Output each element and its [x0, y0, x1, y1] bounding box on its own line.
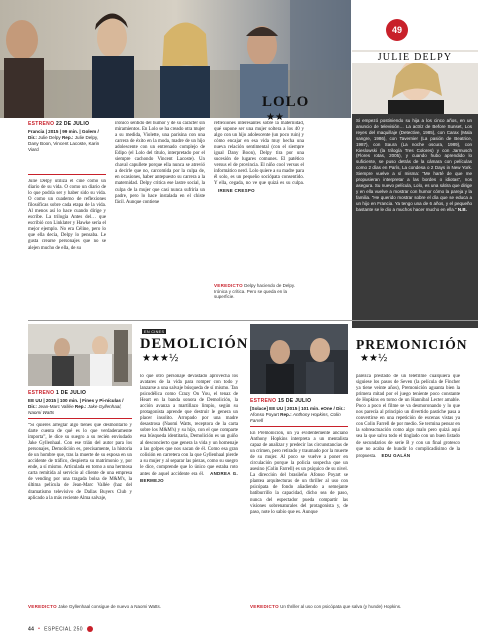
magazine-logo-icon — [87, 626, 93, 632]
badge-number: 49 — [391, 25, 402, 35]
demolicion-verdict: VEREDICTO Jake Gyllenhaal consigue de nuevo a Naomi Watts. — [28, 604, 162, 609]
meta-divider — [28, 418, 132, 419]
premiere-line: ESTRENO 1 DE JULIO — [28, 390, 87, 396]
lolo-verdict: VEREDICTO Delpy haciendo de Delpy. Irónica y crítica. Pero se queda en la superficie. — [214, 283, 296, 300]
premonicion-column-2: parezca prestado de un telefilme cualquiera que siguiese los pasos de Seven (la película de Fincher ya tiene veinte años), Premonición aguanta bien la primera mitad por el juego teniente poco constante de Hopkins en torno de un Hannibal Lecter amable. Poco a poco el filme se va desmoronando y lo que nos parecía al principio un divertido pastiche pasa a convertirse en una repetición de escenas vistas ya con Colin Farrell de por medio. Se termina pensar en la sobreactuación como algo malo pero quizá aquí sea la que salva todo el tinglado con un buen listado de secundarios de serie B y con un final grotesco que no acaba de hundir lo complicadísimo de la propuesta. EDU GALÁN — [356, 374, 460, 459]
premiere-line: ESTRENO 22 DE JULIO — [28, 121, 90, 127]
sidebar-name-label: JULIE DELPY — [352, 52, 478, 66]
premonicion-scene-illustration — [250, 324, 348, 394]
premonicion-signature: EDU GALÁN — [381, 452, 411, 458]
rating-stars-premonicion: ★★½ — [360, 353, 388, 364]
sidebar-signature: N.B. — [457, 206, 467, 212]
film-credits: [Solace] EE UU | 2015 | 101 min. eOne / Dir.: Afonso Poyart Rep.: Anthony Hopkins, Colin Farrell — [250, 406, 346, 423]
lolo-column-2: irónico sentido del humor y de su carácter sin miramientos. En Lolo se ha creado otra mujer a su medida, Violette, una parisina con una carrera de éxito en la moda, madre de un hijo adolescente con un entrenado complejo de Edipo (el Lolo del título, interpretado por el siempre cachondo Vincent Lacoste). Un chaval capullete porque ella nunca se atrevió a decirle que no, carcomida por la culpa de, en ocasiones, haber antepuesto su carrera a la maternidad. Delpy critica ese lastre social, la culpa de la mujer que casi nunca sufriría un padre, pero lo hace instalada en el chiste fácil. Aunque contiene — [115, 121, 205, 205]
premonicion-still-photo — [250, 324, 348, 394]
premonicion-column-1: En Premonición, un ya evidentemente anciano Anthony Hopkins interpreta a un mentalista capaz de analizar y predecir las circunstancias de un crimen, pero retirado y traumado por la muerte de su mujer. Al poco se vuelve a poner en circulación porque la policía sospecha que un asesino (Colin Farrell) es un psíquico de su nivel. La dirección del brasileño Afonso Poyart se plantea arquitecturas de un thriller al uso con psicópata de fondo añadiendo a semejante batiburrillo la capacidad, dicho sea de paso, nunca del espectador pueda compartir las visiones sobrenaturales del protagonista y, de paso, note lo sabio que es. Aunque — [250, 431, 348, 515]
lolo-signature: IRENE CRESPO — [218, 187, 255, 193]
film-credits: EE UU | 2015 | 100 min. | Fines y Pi-nículas / Dir.: Jean-Marc Vallée Rep.: Jake Gyllenhaal, Naomi Watts — [28, 398, 124, 415]
rating-stars-demolicion: ★★★½ — [142, 353, 179, 364]
demolicion-column-1: “Si quieres arreglar algo tienes que desmontarlo y darte cuenta de qué es lo que verdaderamente importa”, le dice su suegro a su recién enviudado Jake Gyllenhaal. Con ese trián del autor para los personajes, Demolición es, precisamente, la historia de un hombre que, tras la muerte de su esposa en un accidente de tráfico, despierta su matrimonio y, por ende, a sí mismo. Articulada en torno a una hermosa carta remitida al servicio al cliente de una empresa de vending por una tragada bolsa de M&M's, la última película de Jean-Marc Vallée (haz del dramatismo televisivo de Dallas Buyers Club y aplicado a la más reciente Alma salvaje, — [28, 423, 132, 501]
meta-divider — [28, 174, 106, 175]
review-title-premonicion: PREMONICIÓN — [356, 337, 468, 352]
demolicion-column-2: lo que otro personaje devastado aprovecha los avatares de la vida para romper con todo y lanzarse a una salvaje búsqueda de sí mismo. Tan psicodélica como Crazy On You, el tenaz de Heart en la banda sonora de Demolición, la acción avanza a martillazo limpio, según su protagonista aprende que destruir le genera un placer insolito. Arropado por una madre desastrosa (Naomi Watts, receptora de la carta sobre los M&M's) y su hijo, con el que comparte esa búsqueda identitaria, Demolición es un guiño al desconcierto que genera la vida y un homenaje a las golpes que nos sacan de él. Como esa gran colisión en carretera con la que Gyllenhaal pierde a su mujer y al separar las piezas, como su suegro le dice, comprende que lo único que estaba roto antes de aquel accidente era él. ANDREA G. BERMEJO — [140, 374, 238, 483]
premonicion-meta-block — [250, 398, 348, 424]
rating-stars-lolo: ★★ — [266, 112, 284, 123]
section-divider — [28, 320, 478, 321]
footer-dot: • — [38, 626, 41, 633]
demolicion-still-photo — [28, 324, 132, 386]
demolicion-scene-illustration — [28, 324, 132, 386]
page-footer — [28, 626, 93, 632]
premiere-line: ESTRENO 15 DE JULIO — [250, 398, 312, 404]
sidebar-text: Si empezó postiniendo su hija a los cinco años, en un anuncio de televisión… La actriz de Before Sunset, Los reyes del maquillaje (Detective, 1985), con Carax (Mala sangre, 1986), con Tavernier (La pasión de Beatrice, 1987), con Saura (La noche oscura, 1989), con Kieslowski (la trilogía Tres Colores) y con Jarmusch (Flores rotas, 2005), y cuando hubo aprendido lo suficiente, se puso detrás de la cámara con películas como 2 días en París, La condesa o 2 Days in New York. Siempre vuelve a sí misma: “Me harté de que me propusieran interpretar a las bordes o idiotas”, nos asegura. Su nuevo película, Lolo, es una sátira que dirige y en ella vuelve a mostrar con humor cómo la pareja y la familia. “He querido mostrar sobre el día que se educa a un hijo en Francia. Ya tengo una de 6 años, y el pequeño bastante se le dio a muchos hacer mucho en ella.” N.B. — [356, 118, 472, 212]
lolo-column-1: Julie Delpy utiliza el cine como un diario de su vida. O como un diario de lo que podría ser y haber sido su vida. O como un cuaderno de reflexiones filosóficas sobre cada etapa de la vida. Al menos así lo hace cuando dirige y escribe. La trilogía Antes del… que escribió con Linklater y Hawke sería el mejor ejemplo. No era Céline, pero lo que ella decía, Delpy lo pensaba. Le gusta crearse personajes que no se alejen mucho de ella, de su — [28, 179, 106, 251]
meta-divider — [250, 426, 348, 427]
review-title-lolo: LOLO — [262, 94, 310, 110]
lolo-column-3: reflexiones interesantes sobre la maternidad, qué supone ser una mujer soltera a los 40 y algo con un hijo adolescente (un poco ruin) y cómo encajar en esa vida muy hecha una nueva relación sentimental (con el siempre igual Dany Boon), Delpy tira por una sucesión de lugares comunes. El patético versus el de provincia. El niño cool versus el informático nerd. Lolo quiere a su madre para él solo, es un pequeño sociópata consentido. Y ella, cegada, no ve que quizá es su culpa. IRENE CRESPO — [214, 121, 304, 193]
page-number: 44 — [28, 626, 35, 633]
page-section-badge — [386, 19, 408, 41]
film-credits: Francia | 2015 | 99 min. | Golem / Dir.: Julie Delpy Rep.: Julie Delpy, Dany Boon, Vincent Lacoste, Karin Viard — [28, 129, 100, 152]
lolo-meta-block — [28, 121, 106, 153]
demolicion-signature: ANDREA G. BERMEJO — [140, 470, 238, 483]
premonicion-verdict: VEREDICTO Un thriller al uso con psicópata que salva (y hunde) Hopkins. — [250, 604, 402, 609]
demolicion-tag: EN CINES — [144, 329, 165, 334]
review-title-demolicion: DEMOLICIÓN — [140, 336, 249, 352]
demolicion-meta-block — [28, 390, 132, 416]
magazine-name: ESPECIAL 250 — [44, 626, 83, 633]
